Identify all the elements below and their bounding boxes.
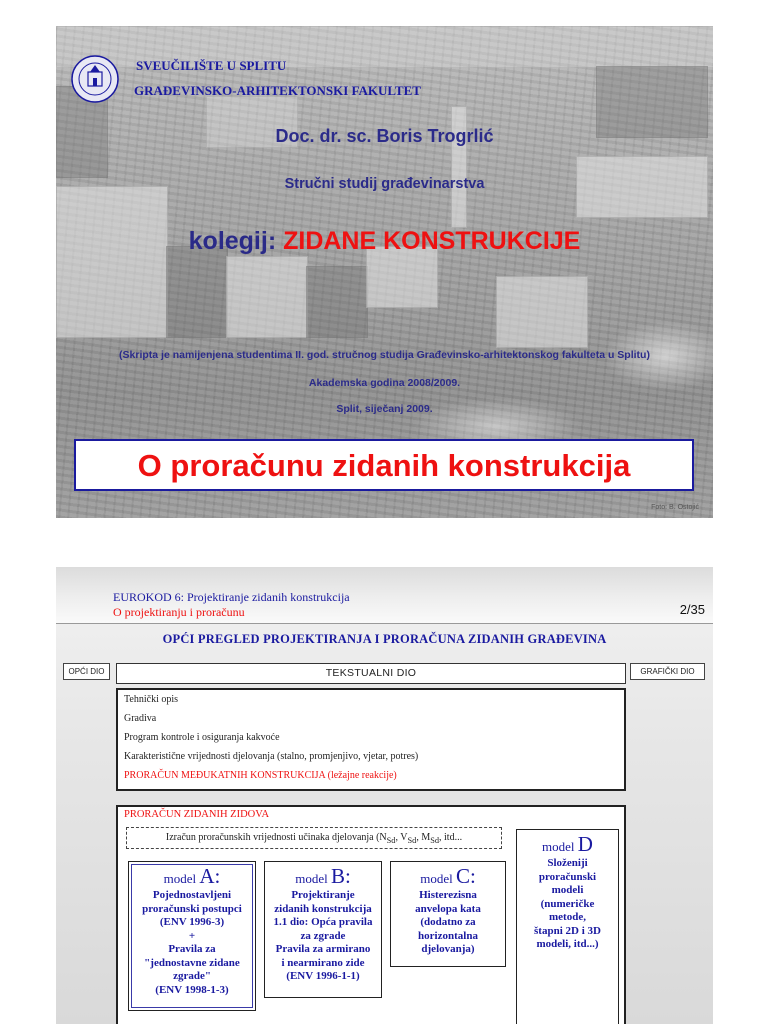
effects-subscript: Sd	[430, 836, 440, 845]
effects-sep-2: , M	[416, 832, 431, 843]
graphic-part-tag: GRAFIČKI DIO	[630, 663, 705, 680]
text-part-list	[116, 688, 626, 791]
overview-title: OPĆI PREGLED PROJEKTIRANJA I PRORAČUNA ZIDANIH GRAĐEVINA	[162, 632, 607, 646]
model-frame	[131, 864, 253, 1008]
model-d-box	[516, 829, 619, 1024]
place-date: Split, siječanj 2009.	[336, 403, 433, 415]
course-name: ZIDANE KONSTRUKCIJE	[283, 227, 581, 255]
wall-calculation-box	[116, 805, 626, 1024]
model-description: Histerezisna anvelopa kata (dodatno za horizontalna djelovanja)	[415, 889, 481, 955]
model-description: Projektiranje zidanih konstrukcija 1.1 dio: Opća pravila za zgrade Pravila za armirano i nearmirano zide (ENV 1996-1-1)	[273, 889, 373, 982]
model-description: Pojednostavljeni proračunski postupci (ENV 1996-3) + Pravila za "jednostavne zidane zgrade" (ENV 1998-1-3)	[142, 889, 242, 996]
effects-text-end: , itd...	[439, 832, 463, 843]
header-title: EUROKOD 6: Projektiranje zidanih konstrukcija	[113, 590, 350, 604]
script-note: (Skripta je namijenjena studentima II. god. stručnog studija Građevinsko-arhitektonskog fakulteta u Splitu)	[119, 349, 650, 361]
overview-slide	[56, 567, 713, 1024]
course-title	[56, 227, 713, 256]
model-description: Složeniji proračunski modeli (numeričke metode, štapni 2D i 3D modeli, itd...)	[534, 857, 601, 950]
text-part-tag: TEKSTUALNI DIO	[116, 663, 626, 684]
main-title-box	[74, 439, 694, 491]
model-heading: model C:	[420, 864, 476, 888]
main-title: O proračunu zidanih konstrukcija	[137, 448, 631, 483]
effects-text-start: Izračun proračunskih vrijednosti učinaka djelovanja (N	[165, 832, 387, 843]
university-seal-icon	[70, 54, 120, 104]
course-prefix: kolegij:	[188, 227, 284, 255]
general-part-tag: OPĆI DIO	[63, 663, 110, 680]
list-item: Karakteristične vrijednosti djelovanja (stalno, promjenjivo, vjetar, potres)	[124, 751, 419, 762]
model-b-box	[264, 861, 382, 998]
page-number: 2/35	[679, 602, 705, 617]
list-item-floor-structures: PRORAČUN MEĐUKATNIH KONSTRUKCIJA (ležajne reakcije)	[124, 770, 397, 781]
header-subtitle: O projektiranju i proračunu	[113, 605, 245, 619]
wall-calculation-title: PRORAČUN ZIDANIH ZIDOVA	[124, 809, 270, 820]
model-heading: model D	[542, 832, 593, 856]
list-item: Program kontrole i osiguranja kakvoće	[124, 732, 280, 743]
model-heading: model B:	[295, 864, 351, 888]
photo-credit: Foto: B. Ostojić	[651, 504, 699, 511]
list-item: Tehnički opis	[124, 694, 179, 705]
action-effects-box	[126, 827, 502, 849]
author-name: Doc. dr. sc. Boris Trogrlić	[275, 126, 494, 146]
academic-year: Akademska godina 2008/2009.	[308, 377, 461, 389]
effects-subscript: Sd	[407, 836, 417, 845]
model-heading: model A:	[163, 864, 221, 888]
slide-header	[56, 567, 713, 624]
effects-subscript: Sd	[386, 836, 396, 845]
university-name: SVEUČILIŠTE U SPLITU	[136, 58, 287, 73]
model-a-box	[128, 861, 256, 1011]
faculty-name: GRAĐEVINSKO-ARHITEKTONSKI FAKULTET	[134, 83, 421, 98]
effects-sep-1: , V	[395, 832, 408, 843]
title-slide	[56, 26, 713, 518]
model-c-box	[390, 861, 506, 967]
study-program: Stručni studij građevinarstva	[284, 176, 485, 192]
list-item: Gradiva	[124, 713, 157, 724]
